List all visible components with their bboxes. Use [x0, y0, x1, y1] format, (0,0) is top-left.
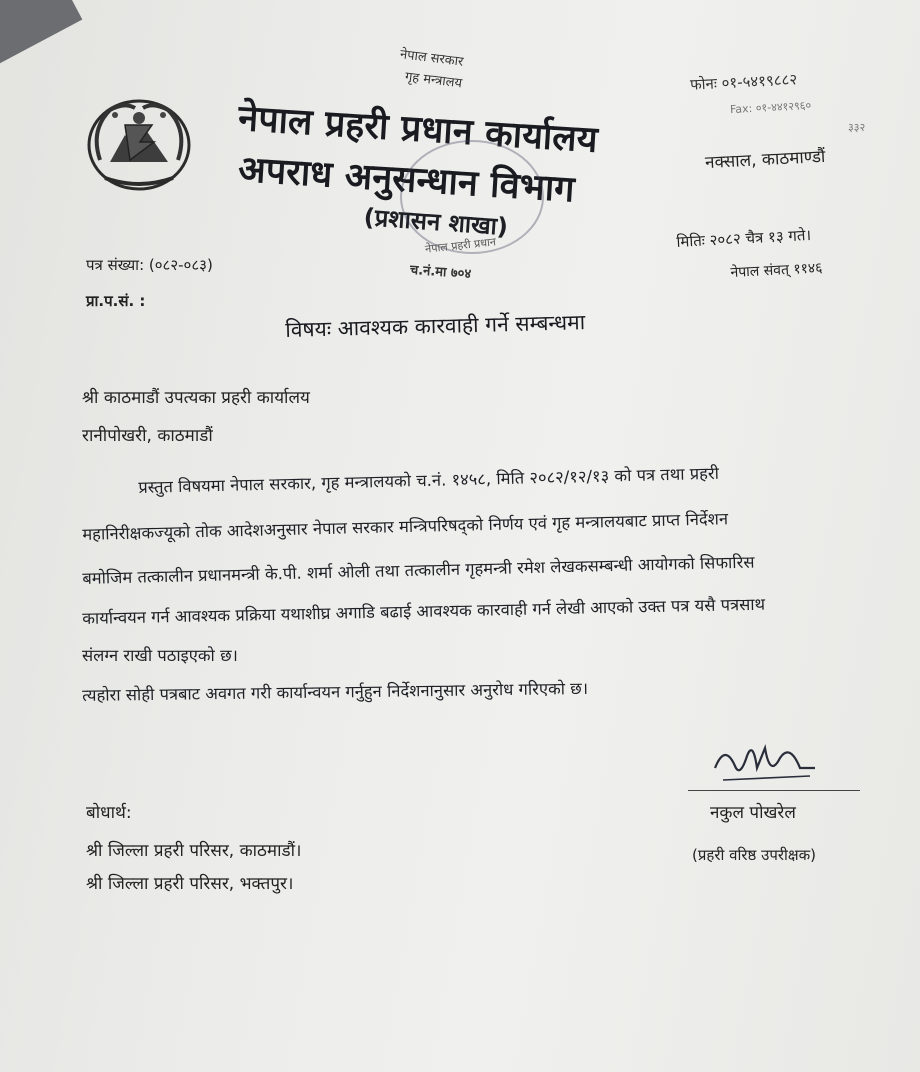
nepal-era-date: नेपाल संवत् ११४६: [730, 260, 823, 281]
cc-item-2: श्री जिल्ला प्रहरी परिसर, भक्तपुर।: [86, 874, 294, 894]
body-line-1: प्रस्तुत विषयमा नेपाल सरकार, गृह मन्त्रालयको च.नं. १४५८, मिति २०८२/१२/१३ को पत्र तथा प्रहरी: [138, 463, 720, 497]
nepal-emblem-icon: [80, 90, 198, 195]
gov-line-1: नेपाल सरकार: [399, 47, 465, 70]
letter-date: मितिः २०८२ चैत्र १३ गते।: [676, 225, 812, 251]
office-title: नेपाल प्रहरी प्रधान कार्यालय: [237, 97, 599, 161]
phone-number: फोनः ०१-५४१९८८२: [689, 70, 798, 94]
letter-number: पत्र संख्या: (०८२-०८३): [86, 256, 213, 274]
branch-title: (प्रशासन शाखा): [362, 202, 509, 241]
page-corner-shadow: [0, 0, 82, 71]
department-title: अपराध अनुसन्धान विभाग: [237, 148, 576, 211]
dispatch-number: च.नं.मा ७०४: [409, 262, 472, 283]
gov-line-2: गृह मन्त्रालय: [404, 69, 463, 92]
signatory-name: नकुल पोखरेल: [710, 803, 796, 823]
cc-item-1: श्री जिल्ला प्रहरी परिसर, काठमाडौं।: [86, 841, 302, 861]
signatory-title: (प्रहरी वरिष्ठ उपरीक्षक): [692, 846, 816, 864]
subject-line: विषयः आवश्यक कारवाही गर्ने सम्बन्धमा: [285, 310, 586, 342]
signature-line: [688, 790, 860, 791]
body-line-2: महानिरीक्षकज्यूको तोक आदेशअनुसार नेपाल सरकार मन्त्रिपरिषद्को निर्णय एवं गृह मन्त्रालयबाट प्राप्त निर्देशन: [82, 509, 729, 544]
cc-label: बोधार्थ:: [86, 803, 132, 823]
po-box: ३३२: [848, 121, 866, 134]
body-line-3: बमोजिम तत्कालीन प्रधानमन्त्री के.पी. शर्मा ओली तथा तत्कालीन गृहमन्त्री रमेश लेखकसम्बन्धी आयोगको सिफारिस: [82, 552, 755, 588]
closing-line: त्यहोरा सोही पत्रबाट अवगत गरी कार्यान्वयन गर्नुहुन निर्देशनानुसार अनुरोध गरिएको छ।: [82, 678, 589, 705]
recipient-address: रानीपोखरी, काठमाडौं: [82, 426, 213, 446]
office-address: नक्साल, काठमाण्डौं: [704, 146, 826, 174]
recipient-name: श्री काठमाडौं उपत्यका प्रहरी कार्यालय: [82, 388, 310, 408]
body-line-4: कार्यान्वयन गर्न आवश्यक प्रक्रिया यथाशीघ्र अगाडि बढाई आवश्यक कारवाही गर्न लेखी आएको उक्त पत्र यसै पत्रसाथ: [82, 594, 766, 628]
stamp-text: नेपाल प्रहरी प्रधान: [424, 235, 497, 256]
body-line-5: संलग्न राखी पठाइएको छ।: [82, 646, 238, 665]
handwritten-signature-icon: [705, 738, 825, 790]
reference-number: प्रा.प.सं. :: [86, 292, 146, 310]
fax-number: Fax: ०१-४४१२९६०: [729, 98, 812, 117]
